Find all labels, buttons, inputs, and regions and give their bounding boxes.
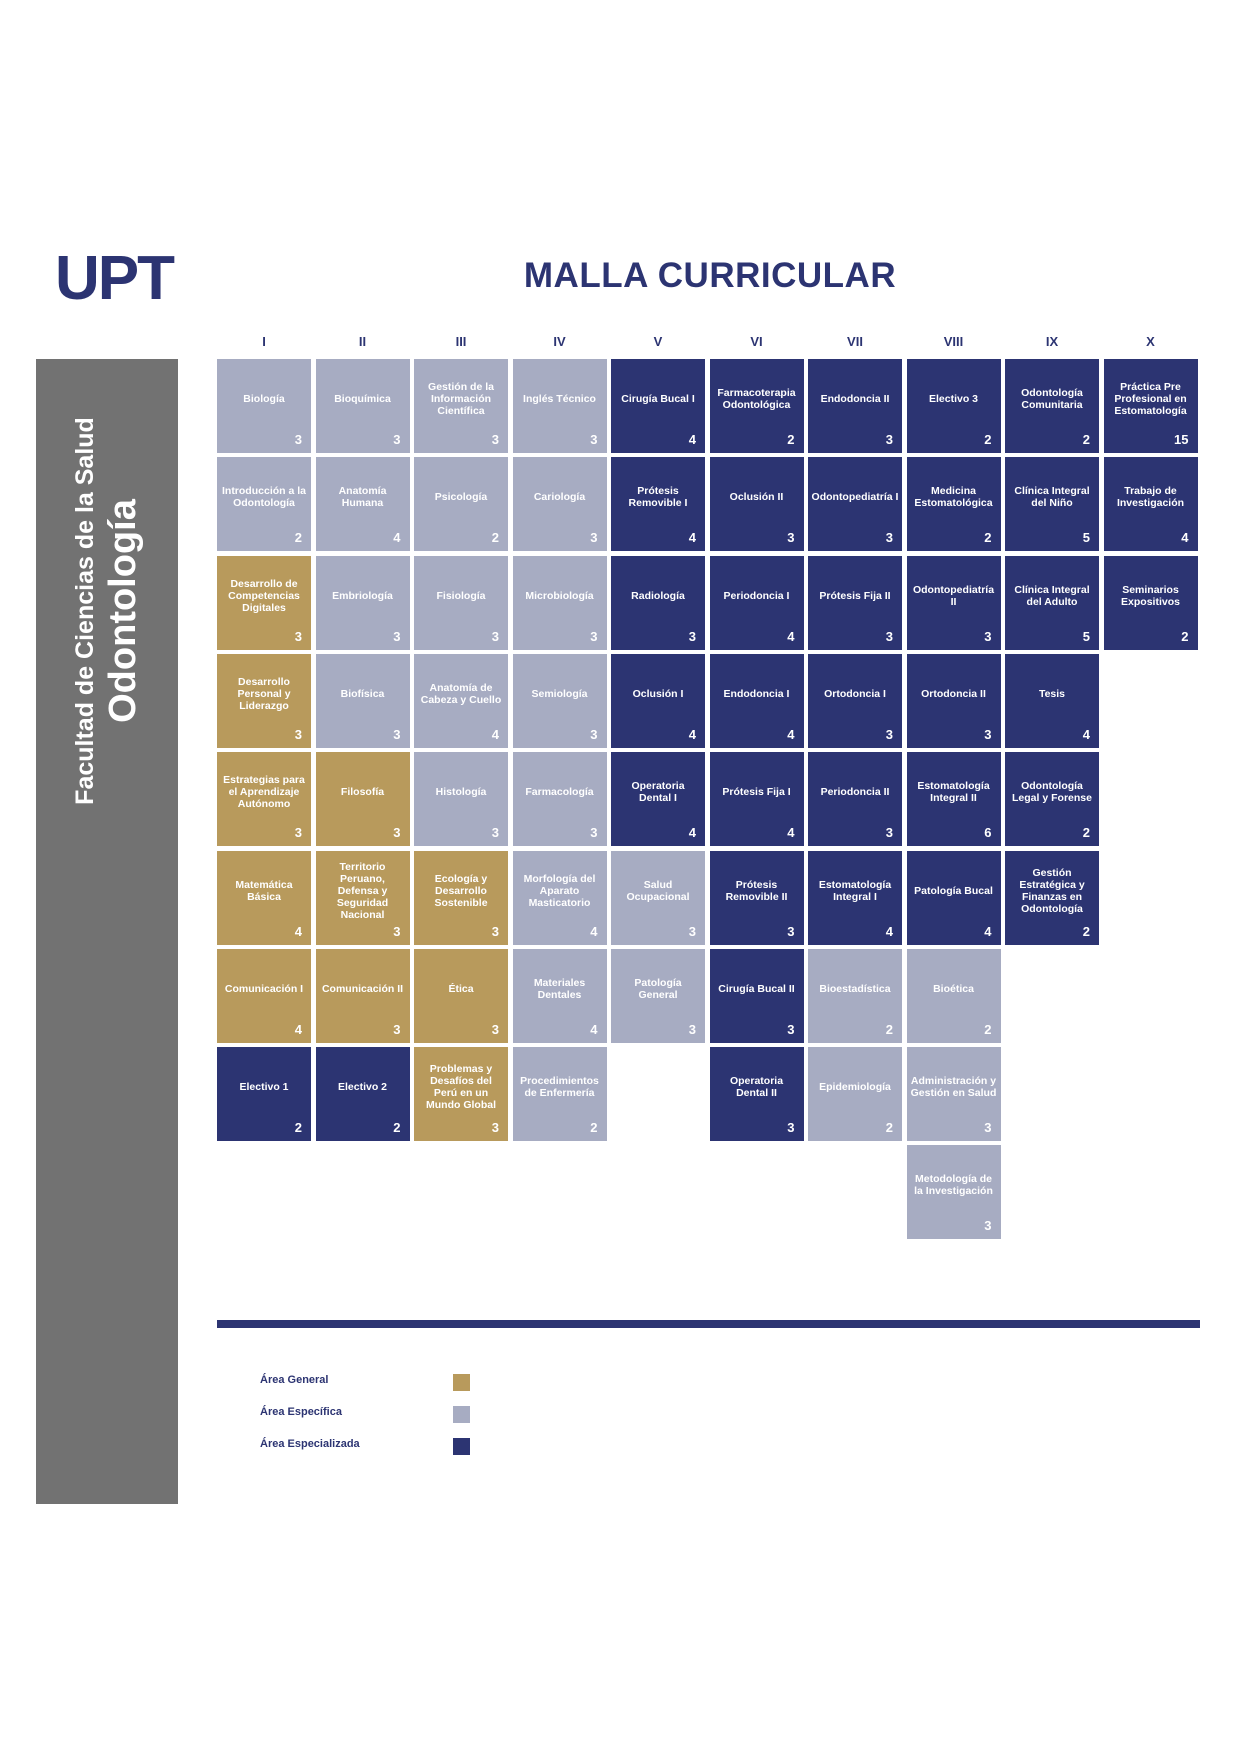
course-cell	[611, 556, 705, 650]
sidebar-text	[69, 417, 145, 805]
course-credits: 3	[491, 825, 499, 841]
legend-swatch-especifica	[453, 1406, 470, 1423]
course-credits: 5	[1082, 628, 1090, 644]
course-name: Metodología de la Investigación	[914, 1173, 993, 1198]
course-credits: 3	[393, 628, 401, 644]
course-credits: 3	[984, 1120, 992, 1136]
course-name: Biología	[243, 393, 285, 405]
course-cell	[1005, 851, 1099, 945]
course-credits: 3	[294, 432, 302, 447]
course-cell	[513, 752, 607, 846]
course-cell	[316, 949, 410, 1043]
course-name: Comunicación I	[224, 982, 304, 995]
course-name: Trabajo de Investigación	[1116, 485, 1185, 510]
course-name: Psicología	[434, 491, 488, 504]
course-name: Administración y Gestión en Salud	[910, 1075, 997, 1100]
course-credits: 4	[590, 1021, 598, 1037]
course-name: Endodoncia II	[820, 393, 890, 405]
semester-header: IV	[553, 334, 566, 349]
course-credits: 3	[393, 432, 401, 447]
course-credits: 2	[984, 1021, 992, 1037]
course-name: Introducción a la Odontología	[221, 485, 306, 510]
course-credits: 2	[885, 1021, 893, 1037]
course-name: Odontopediatría I	[811, 491, 899, 504]
course-credits: 3	[294, 726, 302, 742]
course-credits: 3	[787, 530, 795, 546]
course-name: Histología	[435, 786, 487, 799]
course-cell	[710, 359, 804, 453]
legend-label-general: Área General	[260, 1374, 329, 1386]
course-credits: 4	[688, 432, 696, 447]
course-credits: 3	[984, 726, 992, 742]
course-credits: 3	[294, 628, 302, 644]
course-credits: 3	[393, 923, 401, 939]
semester-header: III	[455, 334, 467, 349]
legend-swatch-general	[453, 1374, 470, 1391]
course-credits: 3	[491, 923, 499, 939]
course-name: Cariología	[533, 491, 586, 504]
course-credits: 2	[1082, 923, 1090, 939]
semester-header: I	[262, 334, 266, 349]
course-cell	[907, 556, 1001, 650]
course-cell	[316, 457, 410, 551]
course-credits: 2	[885, 1120, 893, 1136]
course-cell	[217, 1047, 311, 1141]
course-name: Microbiología	[525, 589, 594, 602]
course-credits: 3	[787, 1021, 795, 1037]
course-cell	[611, 851, 705, 945]
course-credits: 2	[393, 1120, 401, 1136]
upt-logo: UPT	[55, 244, 173, 313]
course-cell	[808, 654, 902, 748]
course-cell	[316, 359, 410, 453]
course-cell	[808, 556, 902, 650]
course-cell	[710, 457, 804, 551]
course-cell	[907, 851, 1001, 945]
course-cell	[808, 949, 902, 1043]
course-cell	[414, 752, 508, 846]
course-cell	[513, 457, 607, 551]
course-cell	[710, 654, 804, 748]
course-name: Ortodoncia I	[824, 687, 886, 700]
page-title: MALLA CURRICULAR	[523, 256, 897, 295]
course-cell	[808, 851, 902, 945]
course-name: Desarrollo Personal y Liderazgo	[237, 675, 291, 712]
course-cell	[414, 457, 508, 551]
course-cell	[414, 654, 508, 748]
course-name: Tesis	[1038, 687, 1066, 700]
course-name: Electivo 2	[337, 1081, 388, 1094]
semester-header: VIII	[943, 334, 964, 349]
legend-swatch-especializada	[453, 1438, 470, 1455]
course-cell	[710, 752, 804, 846]
course-credits: 3	[885, 530, 893, 546]
course-name: Ortodoncia II	[921, 687, 986, 700]
course-name: Inglés Técnico	[523, 393, 596, 405]
course-credits: 3	[688, 628, 696, 644]
course-credits: 5	[1082, 530, 1090, 546]
course-credits: 3	[393, 825, 401, 841]
semester-header: II	[358, 334, 367, 349]
course-cell	[907, 949, 1001, 1043]
course-cell	[808, 752, 902, 846]
course-credits: 4	[984, 923, 992, 939]
course-cell	[907, 359, 1001, 453]
course-cell	[217, 949, 311, 1043]
course-credits: 2	[294, 1120, 302, 1136]
course-name: Semiología	[531, 687, 588, 700]
semester-header: X	[1146, 334, 1155, 349]
course-cell	[1104, 556, 1198, 650]
course-name: Odontología Legal y Forense	[1012, 780, 1092, 805]
course-credits: 4	[1082, 726, 1090, 742]
course-name: Operatoria Dental I	[631, 780, 685, 805]
course-cell	[808, 457, 902, 551]
semester-header: VI	[750, 334, 763, 349]
course-name: Electivo 3	[928, 393, 979, 405]
course-credits: 3	[885, 432, 893, 447]
course-credits: 4	[688, 825, 696, 841]
course-credits: 3	[294, 825, 302, 841]
course-credits: 2	[984, 530, 992, 546]
course-cell	[414, 359, 508, 453]
course-credits: 2	[590, 1120, 598, 1136]
course-cell	[907, 457, 1001, 551]
course-name: Farmacología	[525, 786, 594, 799]
course-name: Bioética	[933, 982, 974, 995]
course-name: Bioestadística	[819, 982, 891, 995]
course-name: Salud Ocupacional	[626, 878, 690, 903]
course-credits: 3	[885, 825, 893, 841]
course-credits: 3	[688, 923, 696, 939]
course-cell	[513, 949, 607, 1043]
course-cell	[513, 654, 607, 748]
course-credits: 4	[688, 726, 696, 742]
course-name: Embriología	[332, 589, 393, 602]
course-name: Clínica Integral del Niño	[1014, 485, 1090, 510]
course-cell	[1005, 654, 1099, 748]
faculty-name: Facultad de Ciencias de la Salud	[71, 417, 99, 805]
course-cell	[611, 457, 705, 551]
course-name: Oclusión I	[632, 687, 684, 700]
course-name: Morfología del Aparato Masticatorio	[523, 872, 596, 909]
course-cell	[217, 851, 311, 945]
course-name: Estrategias para el Aprendizaje Autónomo	[223, 774, 305, 811]
course-credits: 6	[984, 825, 992, 841]
course-name: Ecología y Desarrollo Sostenible	[434, 872, 488, 909]
course-name: Cirugía Bucal II	[718, 982, 795, 995]
semester-header: IX	[1045, 334, 1059, 349]
course-credits: 4	[393, 530, 401, 546]
course-credits: 3	[885, 628, 893, 644]
course-cell	[414, 1047, 508, 1141]
course-name: Comunicación II	[321, 982, 404, 995]
course-credits: 3	[885, 726, 893, 742]
course-cell	[1005, 359, 1099, 453]
course-name: Ética	[448, 982, 474, 995]
course-name: Procedimientos de Enfermería	[520, 1075, 599, 1100]
course-cell	[217, 457, 311, 551]
course-credits: 3	[393, 1021, 401, 1037]
course-name: Biofísica	[340, 687, 385, 700]
course-name: Prótesis Removible II	[725, 878, 788, 903]
course-name: Estomatología Integral II	[917, 780, 990, 805]
course-name: Fisiología	[436, 589, 486, 602]
course-cell	[710, 556, 804, 650]
course-cell	[710, 949, 804, 1043]
course-cell	[1005, 457, 1099, 551]
career-name: Odontología	[102, 499, 144, 723]
course-credits: 3	[590, 432, 598, 447]
course-credits: 4	[491, 726, 499, 742]
course-credits: 2	[294, 530, 302, 546]
course-cell	[513, 851, 607, 945]
course-name: Anatomía de Cabeza y Cuello	[420, 681, 502, 706]
course-name: Clínica Integral del Adulto	[1014, 583, 1090, 608]
course-name: Medicina Estomatológica	[914, 485, 993, 510]
course-name: Estomatología Integral I	[818, 878, 892, 903]
course-name: Cirugía Bucal I	[621, 393, 695, 405]
course-credits: 4	[885, 923, 893, 939]
course-credits: 4	[688, 530, 696, 546]
course-cell	[611, 359, 705, 453]
course-cell	[414, 949, 508, 1043]
course-credits: 2	[1082, 825, 1090, 841]
course-credits: 3	[590, 628, 598, 644]
course-cell	[907, 654, 1001, 748]
course-name: Territorio Peruano, Defensa y Seguridad Nacional	[336, 860, 389, 921]
course-name: Matemática Básica	[235, 878, 293, 903]
course-cell	[316, 851, 410, 945]
course-credits: 3	[590, 530, 598, 546]
course-name: Oclusión II	[729, 491, 784, 504]
course-name: Seminarios Expositivos	[1121, 583, 1180, 608]
course-cell	[710, 1047, 804, 1141]
course-cell	[907, 1145, 1001, 1239]
course-name: Patología General	[634, 976, 682, 1001]
legend-label-especializada: Área Especializada	[260, 1438, 360, 1450]
course-name: Radiología	[631, 589, 685, 602]
course-cell	[1005, 556, 1099, 650]
course-credits: 3	[491, 432, 499, 447]
course-name: Prótesis Fija I	[722, 786, 791, 799]
legend-label-especifica: Área Específica	[260, 1406, 342, 1418]
course-name: Bioquímica	[334, 393, 391, 405]
divider-rule	[217, 1320, 1200, 1328]
course-name: Materiales Dentales	[533, 976, 586, 1001]
course-cell	[611, 949, 705, 1043]
course-cell	[513, 556, 607, 650]
course-credits: 4	[787, 726, 795, 742]
course-credits: 3	[787, 923, 795, 939]
course-cell	[513, 1047, 607, 1141]
course-name: Gestión de la Información Científica	[428, 381, 494, 417]
course-name: Operatoria Dental II	[729, 1075, 784, 1100]
course-cell	[907, 752, 1001, 846]
course-name: Desarrollo de Competencias Digitales	[228, 577, 300, 614]
course-cell	[710, 851, 804, 945]
course-cell	[1104, 457, 1198, 551]
course-credits: 15	[1174, 432, 1189, 447]
course-cell	[611, 752, 705, 846]
course-name: Periodoncia I	[723, 589, 790, 602]
course-name: Electivo 1	[239, 1081, 289, 1094]
course-name: Anatomía Humana	[338, 485, 387, 510]
course-credits: 2	[1082, 432, 1090, 447]
course-cell	[1005, 752, 1099, 846]
course-cell	[1104, 359, 1198, 453]
course-cell	[808, 359, 902, 453]
course-cell	[513, 359, 607, 453]
course-credits: 3	[787, 1120, 795, 1136]
course-cell	[414, 556, 508, 650]
course-credits: 4	[787, 628, 795, 644]
course-name: Prótesis Removible I	[628, 485, 688, 510]
course-cell	[217, 556, 311, 650]
course-name: Endodoncia I	[723, 687, 790, 700]
course-name: Filosofía	[340, 786, 385, 799]
course-credits: 3	[590, 825, 598, 841]
course-cell	[217, 359, 311, 453]
course-cell	[808, 1047, 902, 1141]
course-credits: 3	[984, 1218, 992, 1234]
course-name: Práctica Pre Profesional en Estomatología	[1114, 381, 1187, 417]
course-cell	[907, 1047, 1001, 1141]
course-credits: 2	[787, 432, 795, 447]
course-cell	[217, 654, 311, 748]
semester-header: V	[653, 334, 663, 349]
course-credits: 2	[984, 432, 992, 447]
course-name: Gestión Estratégica y Finanzas en Odontología	[1019, 866, 1085, 915]
course-name: Problemas y Desafíos del Perú en un Mundo Global	[426, 1063, 496, 1112]
course-credits: 2	[491, 530, 499, 546]
course-cell	[316, 752, 410, 846]
course-credits: 3	[491, 1021, 499, 1037]
course-credits: 3	[590, 726, 598, 742]
course-credits: 3	[491, 1120, 499, 1136]
course-name: Epidemiología	[819, 1081, 891, 1094]
course-name: Patología Bucal	[914, 884, 993, 897]
course-cell	[316, 556, 410, 650]
course-name: Odontología Comunitaria	[1021, 387, 1083, 411]
course-name: Odontopediatría II	[912, 583, 995, 608]
course-credits: 4	[1181, 530, 1189, 546]
course-cell	[217, 752, 311, 846]
semester-header: VII	[847, 334, 863, 349]
course-credits: 2	[1181, 628, 1189, 644]
course-credits: 4	[294, 1021, 302, 1037]
course-cell	[611, 654, 705, 748]
course-cell	[316, 1047, 410, 1141]
course-credits: 4	[787, 825, 795, 841]
course-name: Prótesis Fija II	[819, 589, 891, 602]
course-credits: 4	[294, 923, 302, 939]
course-credits: 4	[590, 923, 598, 939]
course-cell	[316, 654, 410, 748]
course-credits: 3	[491, 628, 499, 644]
course-credits: 3	[393, 726, 401, 742]
course-credits: 3	[984, 628, 992, 644]
course-credits: 3	[688, 1021, 696, 1037]
course-name: Periodoncia II	[820, 786, 890, 799]
course-name: Farmacoterapia Odontológica	[717, 387, 796, 411]
course-cell	[414, 851, 508, 945]
